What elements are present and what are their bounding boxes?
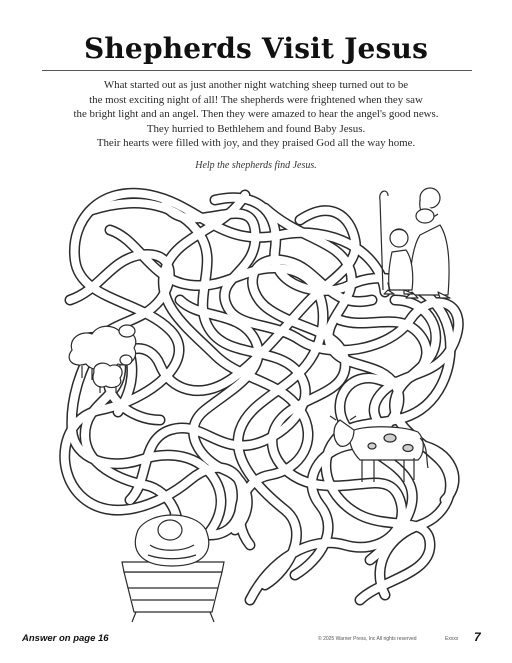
copyright-notice: © 2025 Warner Press, Inc All rights reserved	[318, 636, 417, 642]
shepherds-illustration	[380, 188, 450, 298]
product-code: Exxxx	[445, 636, 459, 642]
story-line: Their hearts were filled with joy, and they praised God all the way home.	[96, 137, 416, 150]
maze-instruction: Help the shepherds find Jesus.	[195, 160, 317, 171]
story-line: the most exciting night of all! The shepherds were frightened when they saw	[89, 93, 423, 106]
story-line: What started out as just another night watching sheep turned out to be	[103, 79, 409, 91]
answer-note: Answer on page 16	[22, 633, 109, 644]
story-line: the bright light and an angel. Then they were amazed to hear the angel's good news.	[73, 108, 439, 121]
page-number: 7	[474, 630, 481, 644]
page-title: Shepherds Visit Jesus	[83, 32, 429, 65]
story-line: They hurried to Bethlehem and found Baby Jesus.	[146, 122, 366, 135]
